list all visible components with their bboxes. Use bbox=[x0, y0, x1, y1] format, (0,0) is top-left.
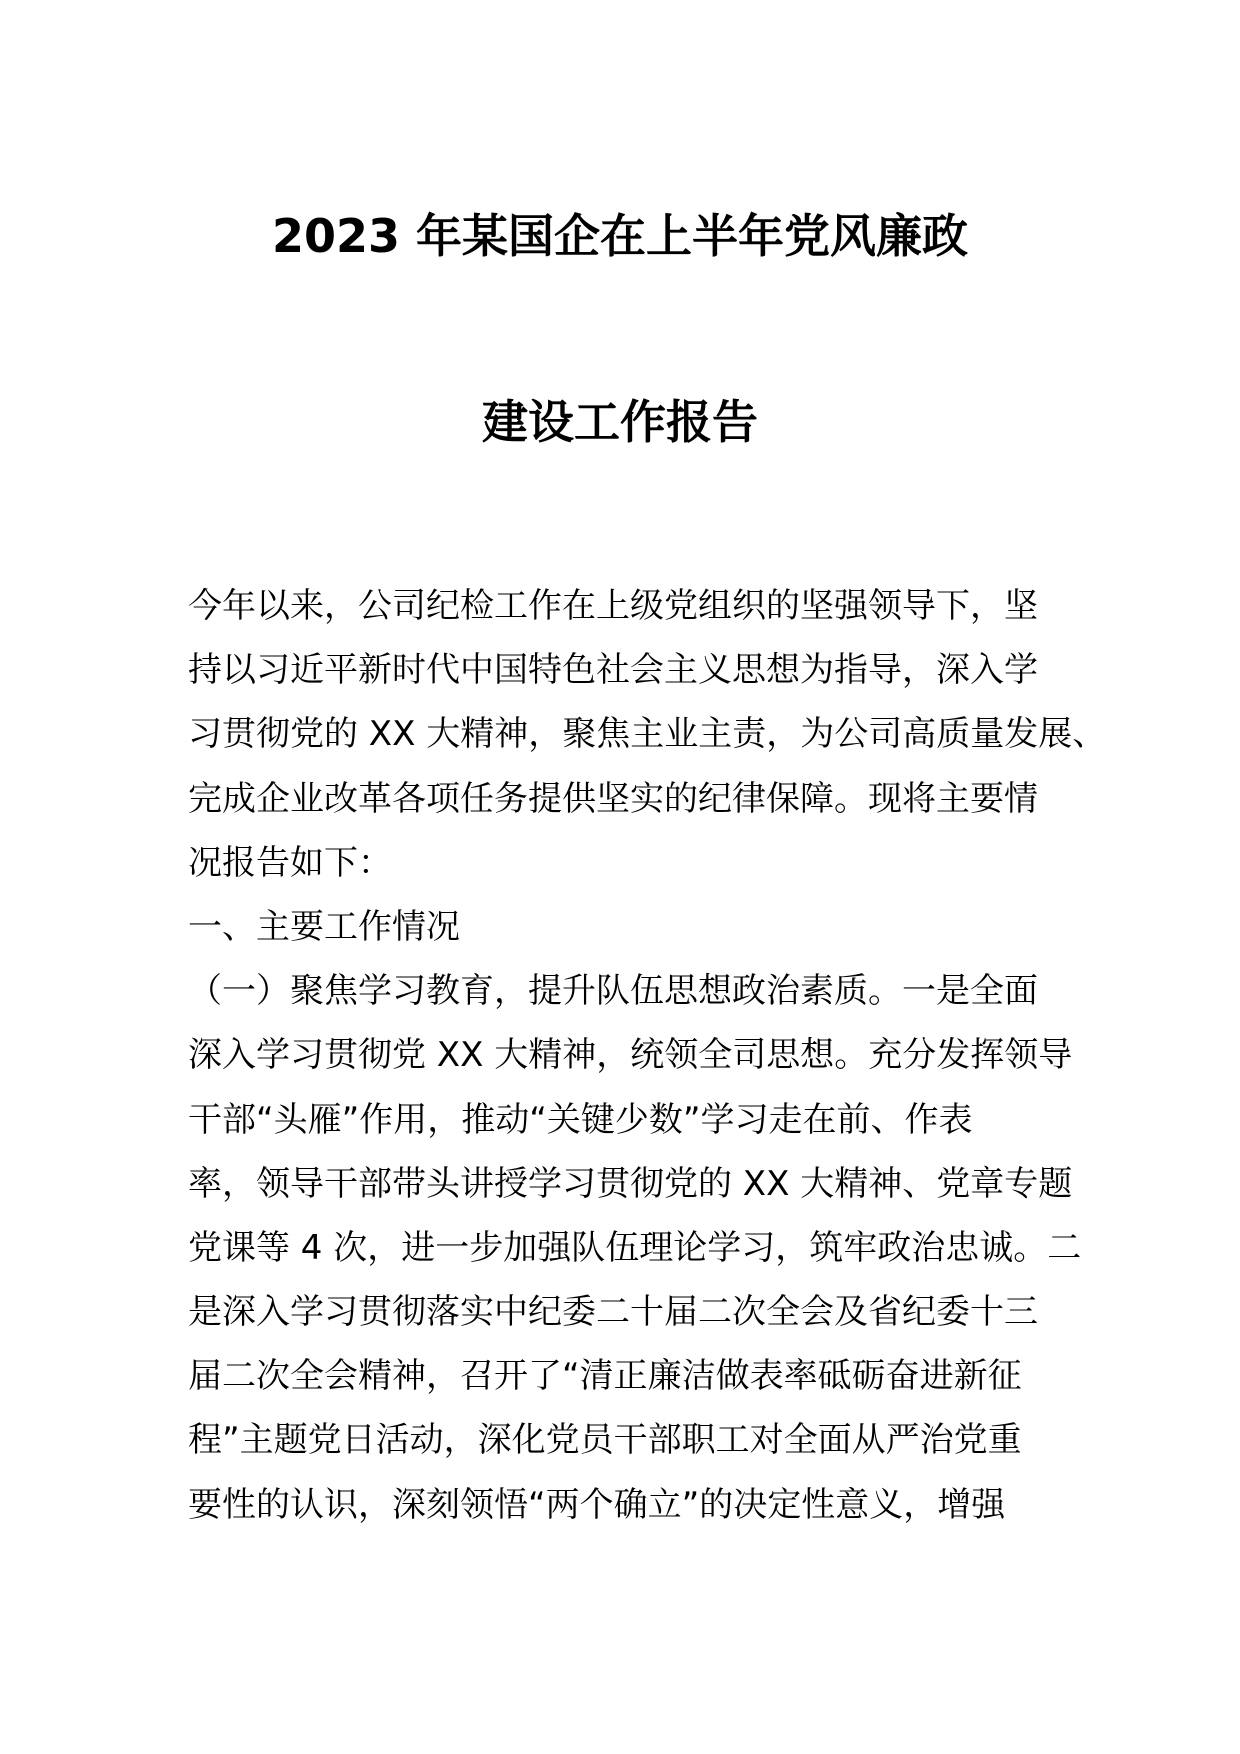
body-line: 深入学习贯彻党 XX 大精神，统领全司思想。充分发挥领导 bbox=[188, 1035, 1073, 1076]
section-heading: 一、主要工作情况 bbox=[188, 906, 460, 947]
body-line: 届二次全会精神，召开了“清正廉洁做表率砥砺奋进新征 bbox=[188, 1356, 1022, 1397]
body-line: 干部“头雁”作用，推动“关键少数”学习走在前、作表 bbox=[188, 1099, 973, 1140]
body-line: 持以习近平新时代中国特色社会主义思想为指导，深入学 bbox=[188, 650, 1038, 691]
body-line: （一）聚焦学习教育，提升队伍思想政治素质。一是全面 bbox=[188, 971, 1038, 1012]
body-line: 习贯彻党的 XX 大精神，聚焦主业主责，为公司高质量发展、 bbox=[188, 714, 1107, 755]
body-line: 完成企业改革各项任务提供坚实的纪律保障。现将主要情 bbox=[188, 778, 1038, 819]
body-line: 程”主题党日活动，深化党员干部职工对全面从严治党重 bbox=[188, 1420, 1022, 1461]
document-title-line-1: 2023 年某国企在上半年党风廉政 bbox=[271, 209, 969, 263]
document-body bbox=[188, 574, 1107, 1537]
body-line: 要性的认识，深刻领悟“两个确立”的决定性意义，增强 bbox=[188, 1484, 1006, 1525]
body-line: 况报告如下： bbox=[188, 842, 392, 883]
body-line: 今年以来，公司纪检工作在上级党组织的坚强领导下，坚 bbox=[188, 586, 1038, 626]
body-line: 党课等 4 次，进一步加强队伍理论学习，筑牢政治忠诚。二 bbox=[188, 1227, 1082, 1268]
body-line: 是深入学习贯彻落实中纪委二十届二次全会及省纪委十三 bbox=[188, 1292, 1038, 1333]
document-title-line-2: 建设工作报告 bbox=[482, 395, 758, 449]
body-line: 率，领导干部带头讲授学习贯彻党的 XX 大精神、党章专题 bbox=[188, 1163, 1073, 1204]
